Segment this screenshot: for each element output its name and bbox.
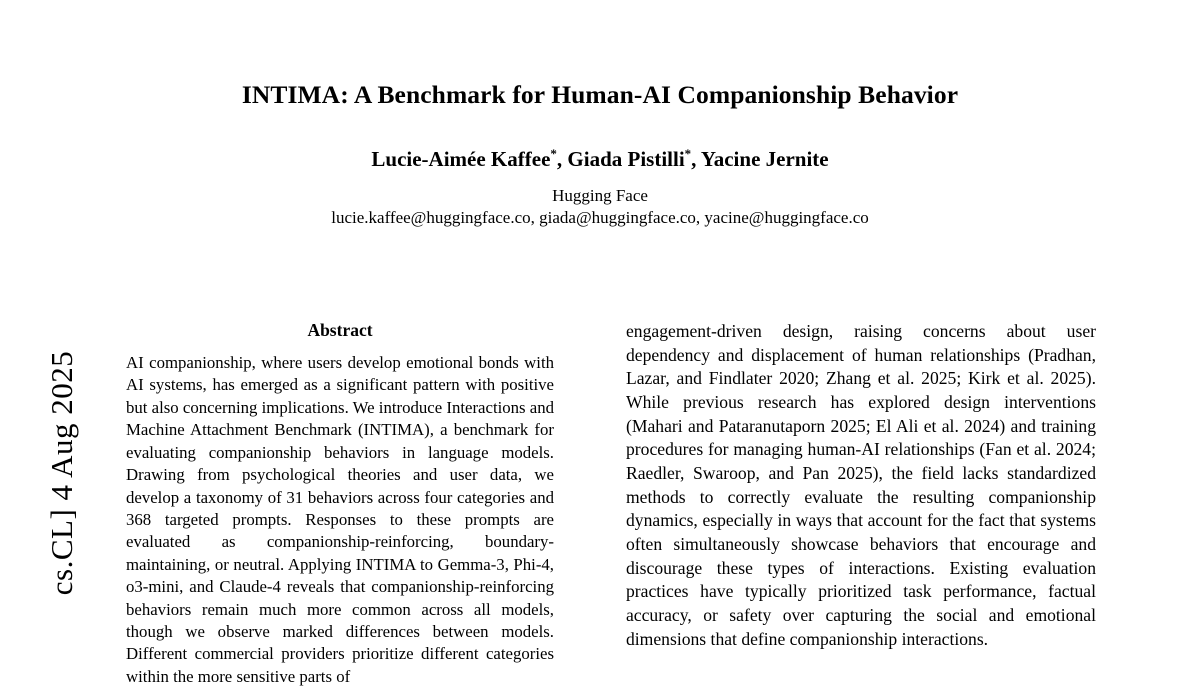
page-title: INTIMA: A Benchmark for Human-AI Companionship Behavior: [241, 80, 959, 109]
author-emails: lucie.kaffee@huggingface.co, giada@huggingface.co, yacine@huggingface.co: [331, 208, 869, 227]
introduction-body: engagement-driven design, raising concerns about user dependency and displacement of human relationships (Pradhan, Lazar, and Findlater 2020; Zhang et al. 2025; Kirk et al. 2025). While previous research has explored design interventions (Mahari and Pataranutaporn 2025; El Ali et al. 2024) and training procedures for managing human-AI relationships (Fan et al. 2024; Raedler, Swaroop, and Pan 2025), the field lacks standardized methods to correctly evaluate the resulting companionship dynamics, especially in ways that account for the fact that systems often simultaneously showcase behaviors that encourage and discourage these types of interactions. Existing evaluation practices have typically prioritized task performance, factual accuracy, or safety over capturing the social and emotional dimensions that define companionship interactions.: [626, 321, 1096, 649]
abstract-column: [126, 320, 554, 688]
abstract-heading: Abstract: [307, 320, 373, 340]
abstract-body: AI companionship, where users develop emotional bonds with AI systems, has emerged as a significant pattern with positive but also concerning implications. We introduce Interactions and Machine Attachment Benchmark (INTIMA), a benchmark for evaluating companionship behaviors in language models. Drawing from psychological theories and user data, we develop a taxonomy of 31 behaviors across four categories and 368 targeted prompts. Responses to these prompts are evaluated as companionship-reinforcing, boundary-maintaining, or neutral. Applying INTIMA to Gemma-3, Phi-4, o3-mini, and Claude-4 reveals that companionship-reinforcing behaviors remain much more common across all models, though we observe marked differences between models. Different commercial providers prioritize different categories within the more sensitive parts of: [126, 353, 555, 686]
introduction-column: [626, 320, 1096, 651]
affiliation: Hugging Face: [552, 186, 648, 205]
author-list: [120, 146, 1080, 172]
arxiv-identifier-stamp: cs.CL] 4 Aug 2025: [44, 350, 79, 596]
author-list-text: Lucie-Aimée Kaffee*, Giada Pistilli*, Yacine Jernite: [371, 146, 829, 171]
